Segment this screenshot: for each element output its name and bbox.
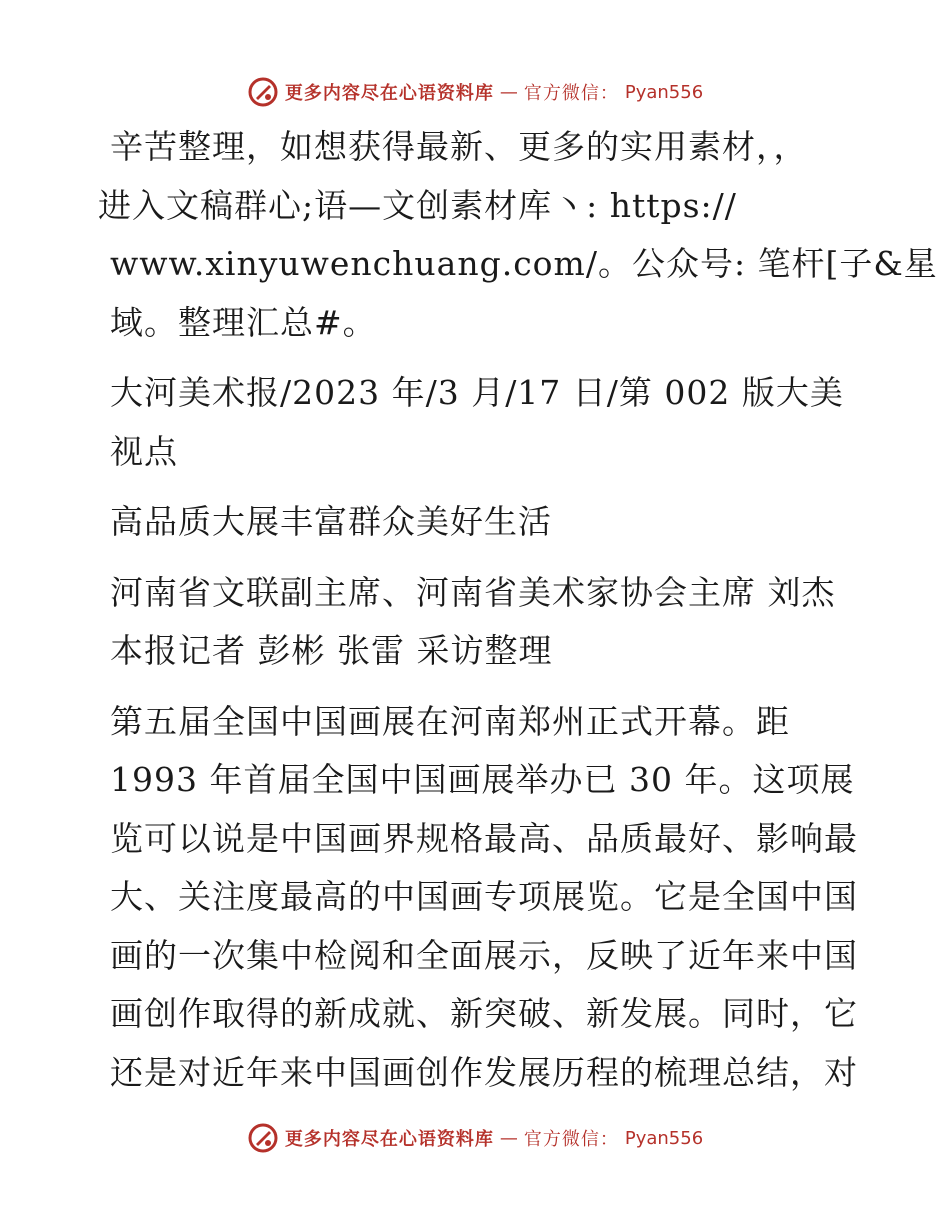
brand-logo-icon	[247, 76, 279, 108]
watermark-main-text: 更多内容尽在心语资料库	[284, 83, 494, 104]
document-body	[98, 118, 938, 1102]
source-paragraph	[98, 364, 850, 481]
body-line: 画创作取得的新成就、新突破、新发展。同时，它	[110, 994, 858, 1033]
body-line: 画的一次集中检阅和全面展示，反映了近年来中国	[110, 935, 858, 975]
intro-line: 域。整理汇总#。	[110, 302, 377, 342]
watermark-wechat-id: Pyan556	[624, 1127, 704, 1149]
byline-line: 河南省文联副主席、河南省美术家协会主席 刘杰	[110, 572, 836, 612]
article-headline	[98, 493, 850, 552]
body-line: 览可以说是中国画界规格最高、品质最好、影响最	[110, 818, 858, 858]
footer-watermark	[0, 1118, 950, 1158]
watermark-sub-text: 官方微信：	[523, 1129, 619, 1150]
body-line: 还是对近年来中国画创作发展历程的梳理总结，对	[110, 1052, 858, 1092]
body-line: 第五届全国中国画展在河南郑州正式开幕。距	[110, 701, 790, 741]
watermark-sub-text: 官方微信：	[523, 83, 619, 104]
intro-line: 辛苦整理，如想获得最新、更多的实用素材，，	[110, 127, 808, 166]
body-line: 大、关注度最高的中国画专项展览。它是全国中国	[110, 877, 858, 916]
body-line: 1993 年首届全国中国画展举办已 30 年。这项展	[110, 760, 855, 799]
byline-paragraph	[98, 564, 850, 681]
source-line: 视点	[110, 431, 178, 471]
source-line: 大河美术报/2023 年/3 月/17 日/第 002 版大美	[110, 373, 844, 412]
watermark-main-text: 更多内容尽在心语资料库	[284, 1129, 494, 1150]
intro-line: 进入文稿群心;语—文创素材库丶: https://	[98, 185, 737, 225]
watermark-separator: —	[499, 81, 518, 103]
header-watermark	[0, 72, 950, 112]
byline-line: 本报记者 彭彬 张雷 采访整理	[110, 631, 553, 670]
intro-paragraph	[98, 118, 938, 352]
watermark-separator: —	[499, 1127, 518, 1149]
body-paragraph	[98, 693, 858, 1103]
watermark-wechat-id: Pyan556	[624, 81, 704, 103]
headline-text: 高品质大展丰富群众美好生活	[110, 502, 552, 541]
intro-line: www.xinyuwenchuang.com/。公众号: 笔杆[子&星	[110, 244, 938, 283]
brand-logo-icon	[247, 1122, 279, 1154]
